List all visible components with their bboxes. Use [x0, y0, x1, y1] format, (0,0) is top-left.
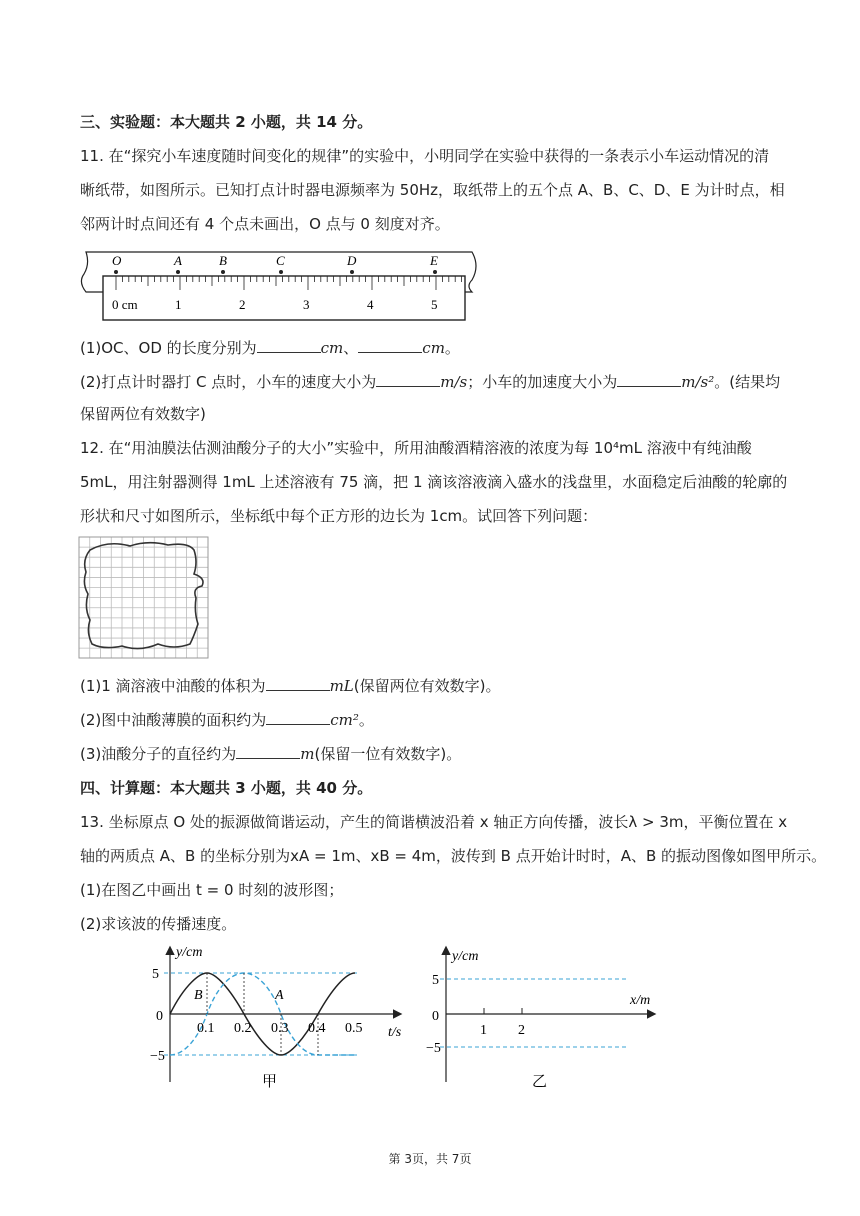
- yi-xlabel: x/m: [630, 993, 651, 1008]
- ruler-label-3: 3: [303, 297, 310, 312]
- q11-sub2: (2)打点计时器打 C 点时，小车的速度大小为 m/s；小车的加速度大小为 m/s²。(结果均: [80, 373, 781, 391]
- q12-sub1: (1)1 滴溶液中油酸的体积为 mL(保留两位有效数字)。: [80, 677, 501, 695]
- jia-xtick-0.5: 0.5: [345, 1021, 363, 1036]
- jia-curve-label-b: B: [194, 988, 203, 1003]
- jia-ytick-5: 5: [152, 967, 159, 982]
- point-c-dot: [279, 270, 283, 274]
- page-footer: 第 3页，共 7页: [388, 1152, 472, 1166]
- q11-sub1: (1)OC、OD 的长度分别为 cm、 cm。: [80, 339, 460, 357]
- jia-ytick-neg5: −5: [150, 1049, 165, 1064]
- answer-blank-od[interactable]: [358, 338, 422, 353]
- ruler-label-4: 4: [367, 297, 374, 312]
- q12-sub2: (2)图中油酸薄膜的面积约为 cm²。: [80, 711, 374, 729]
- point-b-dot: [221, 270, 225, 274]
- point-d-label: D: [347, 253, 357, 268]
- vibration-graph-jia: [150, 944, 410, 1092]
- point-d-dot: [350, 270, 354, 274]
- q12-sub3: (3)油酸分子的直径约为 m(保留一位有效数字)。: [80, 745, 462, 763]
- q12-text-line2: 5mL，用注射器测得 1mL 上述溶液有 75 滴，把 1 滴该溶液滴入盛水的浅盘里，水面稳定后油酸的轮廓的: [80, 473, 788, 491]
- oil-film-grid-figure: [78, 536, 210, 660]
- jia-caption: 甲: [262, 1074, 278, 1090]
- answer-blank-oc[interactable]: [257, 338, 321, 353]
- point-e-dot: [433, 270, 437, 274]
- answer-blank-acceleration[interactable]: [617, 372, 681, 387]
- jia-xtick-0.4: 0.4: [308, 1021, 326, 1036]
- wave-graph-yi: [424, 944, 664, 1092]
- q11-text-line1: 11. 在“探究小车速度随时间变化的规律”的实验中，小明同学在实验中获得的一条表示小车运动情况的清: [80, 147, 770, 165]
- q11-text-line3: 邻两计时点间还有 4 个点未画出，O 点与 0 刻度对齐。: [80, 215, 450, 233]
- answer-blank-film-area[interactable]: [266, 710, 330, 725]
- q13-sub2: (2)求该波的传播速度。: [80, 915, 237, 933]
- tape-points: [112, 253, 438, 274]
- q11-sub2-line2: 保留两位有效数字): [80, 405, 206, 423]
- yi-caption: 乙: [532, 1074, 548, 1090]
- point-o-label: O: [112, 253, 122, 268]
- point-b-label: B: [219, 253, 227, 268]
- ruler-label-5: 5: [431, 297, 438, 312]
- jia-ylabel: y/cm: [176, 945, 203, 960]
- yi-ytick-0: 0: [432, 1009, 439, 1024]
- jia-xtick-0.1: 0.1: [197, 1021, 215, 1036]
- point-a-label: A: [174, 253, 182, 268]
- answer-blank-oil-volume[interactable]: [266, 676, 330, 691]
- point-o-dot: [114, 270, 118, 274]
- q12-text-line1: 12. 在“用油膜法估测油酸分子的大小”实验中，所用油酸酒精溶液的浓度为每 10⁴mL 溶液中有纯油酸: [80, 439, 752, 457]
- yi-xtick-1: 1: [480, 1023, 487, 1038]
- q11-text-line2: 晰纸带，如图所示。已知打点计时器电源频率为 50Hz，取纸带上的五个点 A、B、C、D、E 为计时点，相: [80, 181, 785, 199]
- yi-xtick-2: 2: [518, 1023, 525, 1038]
- jia-curve-label-a: A: [275, 988, 284, 1003]
- jia-xtick-0.2: 0.2: [234, 1021, 252, 1036]
- section-title-calculation: 四、计算题：本大题共 3 小题，共 40 分。: [80, 779, 373, 797]
- paper-tape-ruler-figure: [76, 246, 486, 326]
- ruler-label-0: 0 cm: [112, 297, 138, 312]
- q13-text-line2: 轴的两质点 A、B 的坐标分别为xA = 1m、xB = 4m，波传到 B 点开始计时时，A、B 的振动图像如图甲所示。: [80, 847, 827, 865]
- q13-sub1: (1)在图乙中画出 t = 0 时刻的波形图；: [80, 881, 344, 899]
- yi-ytick-5: 5: [432, 973, 439, 988]
- answer-blank-molecule-diameter[interactable]: [236, 744, 300, 759]
- point-c-label: C: [276, 253, 285, 268]
- jia-xlabel: t/s: [388, 1025, 402, 1040]
- yi-ytick-neg5: −5: [426, 1041, 441, 1056]
- q13-text-line1: 13. 坐标原点 O 处的振源做简谐运动，产生的简谐横波沿着 x 轴正方向传播，波长λ > 3m，平衡位置在 x: [80, 813, 788, 831]
- ruler-label-2: 2: [239, 297, 246, 312]
- q12-text-line3: 形状和尺寸如图所示，坐标纸中每个正方形的边长为 1cm。试回答下列问题：: [80, 507, 598, 525]
- point-e-label: E: [430, 253, 438, 268]
- section-title-experiment: 三、实验题：本大题共 2 小题，共 14 分。: [80, 113, 373, 131]
- jia-ytick-0: 0: [156, 1009, 163, 1024]
- ruler-label-1: 1: [175, 297, 182, 312]
- point-a-dot: [176, 270, 180, 274]
- jia-xtick-0.3: 0.3: [271, 1021, 289, 1036]
- yi-ylabel: y/cm: [452, 949, 479, 964]
- answer-blank-velocity[interactable]: [376, 372, 440, 387]
